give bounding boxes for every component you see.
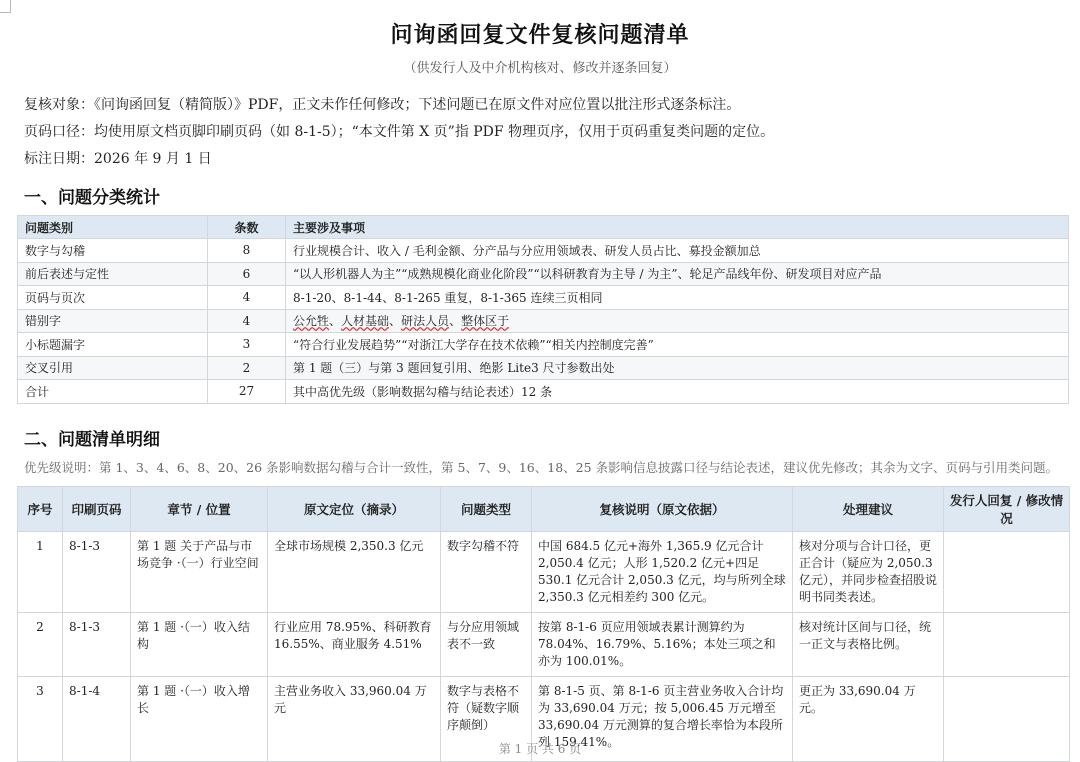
document-subtitle: （供发行人及中介机构核对、修改并逐条回复） <box>403 61 677 76</box>
stats-count: 3 <box>208 333 286 357</box>
issue-suggest: 更正为 33,690.04 万元。 <box>793 677 944 762</box>
stats-items: 公允牲、人材基础、研法人员、整体区于 <box>286 309 1069 333</box>
stats-items: 行业规模合计、收入 / 毛利金额、分产品与分应用领域表、研发人员占比、募投金额加总 <box>286 239 1069 263</box>
issue-no: 2 <box>18 613 63 677</box>
table-row <box>18 613 1070 677</box>
table-row <box>18 333 1069 357</box>
stats-count: 8 <box>208 239 286 263</box>
priority-note: 优先级说明：第 1、3、4、6、8、20、26 条影响数据勾稽与合计一致性，第 5、7、9、16、18、25 条影响信息披露口径与结论表述，建议优先修改；其余为文字、页码与引用类问题。 <box>24 460 1059 475</box>
issue-no: 1 <box>18 532 63 613</box>
stats-category: 合计 <box>18 380 208 404</box>
stats-count: 4 <box>208 286 286 310</box>
issue-section: 第 1 题 ·（一）收入结构 <box>131 613 268 677</box>
category-stats-table <box>17 215 1069 404</box>
issue-page: 8-1-3 <box>63 613 131 677</box>
stats-items: 8-1-20、8-1-44、8-1-265 重复，8-1-365 连续三页相同 <box>286 286 1069 310</box>
typo-word: 整体区于 <box>461 314 510 329</box>
issue-excerpt: 全球市场规模 2,350.3 亿元 <box>268 532 441 613</box>
stats-header-count: 条数 <box>208 216 286 239</box>
stats-category: 交叉引用 <box>18 356 208 380</box>
page-corner-mark <box>0 0 11 13</box>
stats-category: 数字与勾稽 <box>18 239 208 263</box>
meta-review-target: 复核对象：《问询函回复（精简版）》PDF，正文未作任何修改；下述问题已在原文件对应位置以批注形式逐条标注。 <box>24 97 741 113</box>
issue-reply-cell[interactable] <box>944 677 1070 762</box>
issue-type: 数字勾稽不符 <box>441 532 532 613</box>
header-suggest: 处理建议 <box>793 487 944 532</box>
stats-items: 其中高优先级（影响数据勾稽与结论表述）12 条 <box>286 380 1069 404</box>
typo-word: 人材基础 <box>341 314 390 329</box>
stats-count: 27 <box>208 380 286 404</box>
typo-word: 公允牲 <box>293 314 330 329</box>
issue-suggest: 核对统计区间与口径，统一正文与表格比例。 <box>793 613 944 677</box>
typo-word: 研法人员 <box>401 314 450 329</box>
table-row-total <box>18 380 1069 404</box>
section2-heading: 二、问题清单明细 <box>24 430 160 450</box>
header-page: 印刷页码 <box>63 487 131 532</box>
stats-count: 4 <box>208 309 286 333</box>
section1-heading: 一、问题分类统计 <box>24 188 160 208</box>
issue-excerpt: 主营业务收入 33,960.04 万元 <box>268 677 441 762</box>
stats-items: 第 1 题（三）与第 3 题回复引用、绝影 Lite3 尺寸参数出处 <box>286 356 1069 380</box>
stats-items: “符合行业发展趋势”“对浙江大学存在技术依赖”“相关内控制度完善” <box>286 333 1069 357</box>
issue-explain: 中国 684.5 亿元+海外 1,365.9 亿元合计 2,050.4 亿元；人形 1,520.2 亿元+四足 530.1 亿元合计 2,050.3 亿元，均与所列全球 2,350.3 亿元相差约 300 亿元。 <box>532 532 793 613</box>
issue-no: 3 <box>18 677 63 762</box>
table-row <box>18 286 1069 310</box>
stats-count: 2 <box>208 356 286 380</box>
stats-count: 6 <box>208 262 286 286</box>
issue-type: 与分应用领域表不一致 <box>441 613 532 677</box>
meta-page-rule: 页码口径：均使用原文档页脚印刷页码（如 8-1-5）；“本文件第 X 页”指 PDF 物理页序，仅用于页码重复类问题的定位。 <box>24 124 775 140</box>
issue-excerpt: 行业应用 78.95%、科研教育 16.55%、商业服务 4.51% <box>268 613 441 677</box>
issue-reply-cell[interactable] <box>944 532 1070 613</box>
issue-reply-cell[interactable] <box>944 613 1070 677</box>
header-reply: 发行人回复 / 修改情况 <box>944 487 1070 532</box>
header-section: 章节 / 位置 <box>131 487 268 532</box>
issue-type: 数字与表格不符（疑数字顺序颠倒） <box>441 677 532 762</box>
stats-header-items: 主要涉及事项 <box>286 216 1069 239</box>
issue-explain: 第 8-1-5 页、第 8-1-6 页主营业务收入合计均为 33,690.04 万元；按 5,006.45 万元增至 33,690.04 万元测算的复合增长率恰为本段所列 159.41%。 <box>532 677 793 762</box>
stats-category: 错别字 <box>18 309 208 333</box>
issue-explain: 按第 8-1-6 页应用领域表累计测算约为 78.04%、16.79%、5.16%；本处三项之和亦为 100.01%。 <box>532 613 793 677</box>
table-row <box>18 356 1069 380</box>
table-row <box>18 239 1069 263</box>
table-row <box>18 532 1070 613</box>
page-footer: 第 1 页 共 6 页 <box>498 742 582 756</box>
detail-header-row <box>18 487 1070 532</box>
table-row <box>18 309 1069 333</box>
issue-section: 第 1 题 关于产品与市场竞争 ·（一）行业空间 <box>131 532 268 613</box>
header-explain: 复核说明（原文依据） <box>532 487 793 532</box>
table-row <box>18 262 1069 286</box>
issue-section: 第 1 题 ·（一）收入增长 <box>131 677 268 762</box>
issue-suggest: 核对分项与合计口径，更正合计（疑应为 2,050.3 亿元），并同步检查招股说明书同类表述。 <box>793 532 944 613</box>
meta-date: 标注日期：2026 年 9 月 1 日 <box>24 151 212 167</box>
header-no: 序号 <box>18 487 63 532</box>
stats-category: 前后表述与定性 <box>18 262 208 286</box>
issue-detail-table <box>17 486 1070 762</box>
stats-category: 小标题漏字 <box>18 333 208 357</box>
document-title: 问询函回复文件复核问题清单 <box>390 23 690 48</box>
header-type: 问题类型 <box>441 487 532 532</box>
header-excerpt: 原文定位（摘录） <box>268 487 441 532</box>
issue-page: 8-1-4 <box>63 677 131 762</box>
stats-header-category: 问题类别 <box>18 216 208 239</box>
issue-page: 8-1-3 <box>63 532 131 613</box>
stats-header-row <box>18 216 1069 239</box>
stats-items: “以人形机器人为主”“成熟规模化商业化阶段”“以科研教育为主导 / 为主”、轮足产品线年份、研发项目对应产品 <box>286 262 1069 286</box>
stats-category: 页码与页次 <box>18 286 208 310</box>
